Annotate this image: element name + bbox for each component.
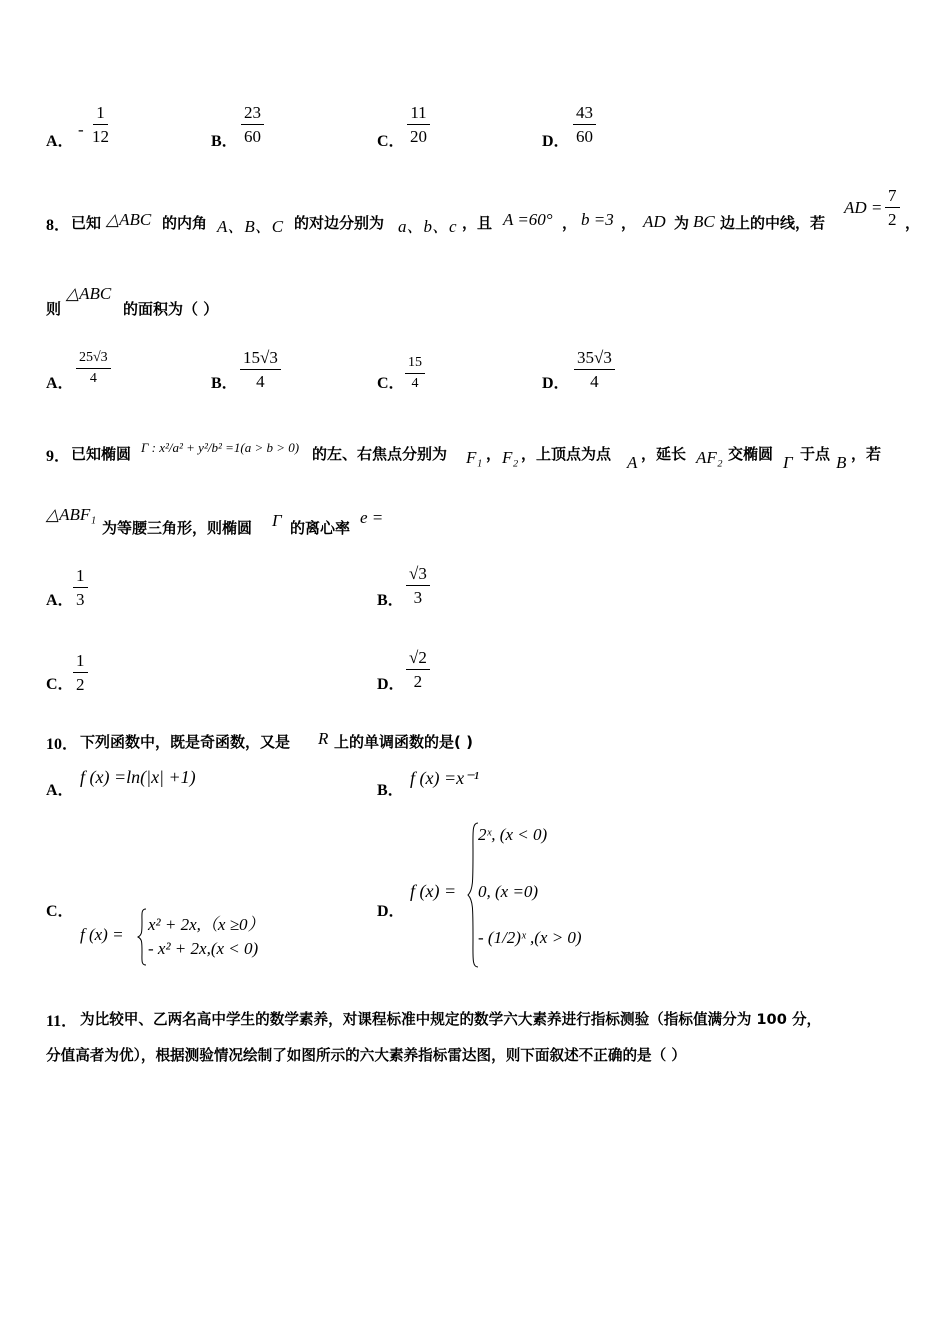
q9-option-c-label: C． [46,676,74,693]
q10-option-c-row-1: x² + 2x,（x ≥0） [148,915,265,934]
fraction-denominator: 4 [89,371,97,386]
q9-focus-f2: F₂ [502,448,519,467]
q9-text: ，上顶点为点 [521,445,612,463]
q8-option-c-label: C． [377,375,405,392]
fraction-denominator: 2 [413,672,423,691]
q9-text: ，延长 [641,445,687,463]
q9-option-b-fraction [406,565,430,606]
q8-text: ，且 [462,214,493,232]
q9-text: 为等腰三角形，则椭圆 [102,519,253,537]
q9-option-b-label: B． [377,592,404,609]
q9-point-b: B [836,453,847,472]
q7-option-a-sign: - [78,120,84,139]
q8-option-d-fraction [574,349,615,390]
fraction-numerator: 43 [573,104,596,125]
q9-option-d-label: D． [377,676,405,693]
q9-triangle: △ABF₁ [46,505,97,524]
q10-option-d-lhs: f (x) = [410,881,457,901]
q9-option-a-label: A． [46,592,74,609]
fraction-denominator: 3 [76,590,85,609]
q7-option-a-fraction [89,104,112,145]
q8-question-end: 的面积为（ ） [123,300,219,318]
q9-option-c-fraction [73,652,88,693]
q9-point-a: A [627,453,638,472]
q8-ad-fraction [885,187,900,228]
fraction-denominator: 4 [411,376,419,391]
q9-text: ， [486,445,502,463]
fraction-numerator: 11 [407,104,429,125]
q10-option-b-expression: f (x) =x⁻¹ [410,768,480,788]
fraction-denominator: 60 [576,127,593,146]
fraction-numerator: √3 [406,565,430,586]
q7-option-b-label: B． [211,133,238,150]
q7-option-b-fraction [241,104,264,145]
q9-ellipse-equation: Γ : x²/a² + y²/b² =1(a > b > 0) [141,440,300,455]
q8-text: 已知 [71,214,102,232]
q8-side-bc: BC [693,212,715,231]
q8-condition-side: b =3 [581,210,614,229]
q10-option-b-label: B． [377,782,404,799]
fraction-numerator: 35√3 [574,349,615,370]
fraction-numerator: √2 [406,649,430,670]
q8-number: 8． [46,217,71,234]
q10-number: 10． [46,736,79,753]
fraction-denominator: 12 [92,127,109,146]
fraction-numerator: 15 [405,356,425,374]
q11-text-line-2: 分值高者为优），根据测验情况绘制了如图所示的六大素养指标雷达图，则下面叙述不正确的是（ ） [46,1047,686,1064]
q9-text: ，若 [851,445,882,463]
q9-text: 已知椭圆 [71,445,132,463]
q8-text: 则 [46,300,62,318]
fraction-numerator: 1 [73,652,88,673]
fraction-denominator: 2 [888,210,897,229]
q7-option-c-label: C． [377,133,405,150]
q10-option-d-row-1: 2ˣ, (x < 0) [478,825,548,844]
fraction-denominator: 3 [413,588,423,607]
q8-option-c-fraction [405,356,425,391]
q8-median: AD [643,212,666,231]
fraction-numerator: 1 [93,104,108,125]
q7-option-c-fraction [407,104,430,145]
q8-option-b-label: B． [211,375,238,392]
fraction-denominator: 4 [256,372,265,391]
q10-option-d-row-2: 0, (x =0) [478,882,539,901]
q10-option-a-expression: f (x) =ln(|x| +1) [80,767,196,787]
q8-text: ， [905,214,921,232]
fraction-denominator: 4 [590,372,599,391]
q8-condition-angle: A =60° [503,210,553,229]
q9-text: 于点 [800,445,831,463]
q9-text: 的左、右焦点分别为 [312,445,448,463]
fraction-denominator: 2 [76,675,85,694]
q8-sides: a、b、c [398,217,457,236]
q8-text: 边上的中线，若 [720,214,826,232]
q9-option-d-fraction [406,649,430,690]
q10-option-d-label: D． [377,903,405,920]
q9-number: 9． [46,448,71,465]
q8-text: 为 [674,214,690,232]
q8-text: ， [562,214,578,232]
fraction-numerator: 15√3 [240,349,281,370]
q9-option-a-fraction [73,567,88,608]
q10-option-a-label: A． [46,782,74,799]
q10-option-d-row-3: - (1/2)ˣ ,(x > 0) [478,928,582,947]
q9-segment-af2: AF₂ [696,448,723,467]
q10-option-c-row-2: - x² + 2x,(x < 0) [148,939,259,958]
q11-text-line-1: 为比较甲、乙两名高中学生的数学素养，对课程标准中规定的数学六大素养进行指标测验（指标值满分为 100 分， [80,1011,822,1028]
fraction-numerator: 1 [73,567,88,588]
q8-triangle: △ABC [106,210,152,229]
q9-eccentricity: e = [360,508,384,527]
q9-text: 交椭圆 [728,445,774,463]
q10-option-c-label: C． [46,903,74,920]
fraction-denominator: 60 [244,127,261,146]
q8-text: ， [621,214,637,232]
q8-angles: A、B、C [217,217,284,236]
fraction-numerator: 23 [241,104,264,125]
q11-number: 11． [46,1013,78,1030]
q10-option-c-lhs: f (x) = [80,925,124,944]
fraction-numerator: 25√3 [76,351,111,369]
q8-option-a-label: A． [46,375,74,392]
q8-triangle: △ABC [66,284,112,303]
q9-text: 的离心率 [290,519,351,537]
fraction-numerator: 7 [885,187,900,208]
q7-option-d-fraction [573,104,596,145]
q10-text: 下列函数中，既是奇函数，又是 [80,733,291,751]
q8-option-d-label: D． [542,375,570,392]
q9-focus-f1: F₁ [466,448,483,467]
q8-text: 的内角 [162,214,208,232]
q10-text: 上的单调函数的是( ) [334,733,473,751]
q7-option-d-label: D． [542,133,570,150]
q8-text: 的对边分别为 [294,214,385,232]
curly-brace-icon [137,908,147,966]
q8-option-a-fraction [76,351,111,386]
q10-real-set: R [318,729,329,748]
fraction-denominator: 20 [410,127,427,146]
q8-ad-label: AD = [844,198,883,217]
q8-option-b-fraction [240,349,281,390]
q9-ellipse-gamma: Γ [272,511,282,530]
q9-ellipse-gamma: Γ [783,453,793,472]
q7-option-a-label: A． [46,133,74,150]
